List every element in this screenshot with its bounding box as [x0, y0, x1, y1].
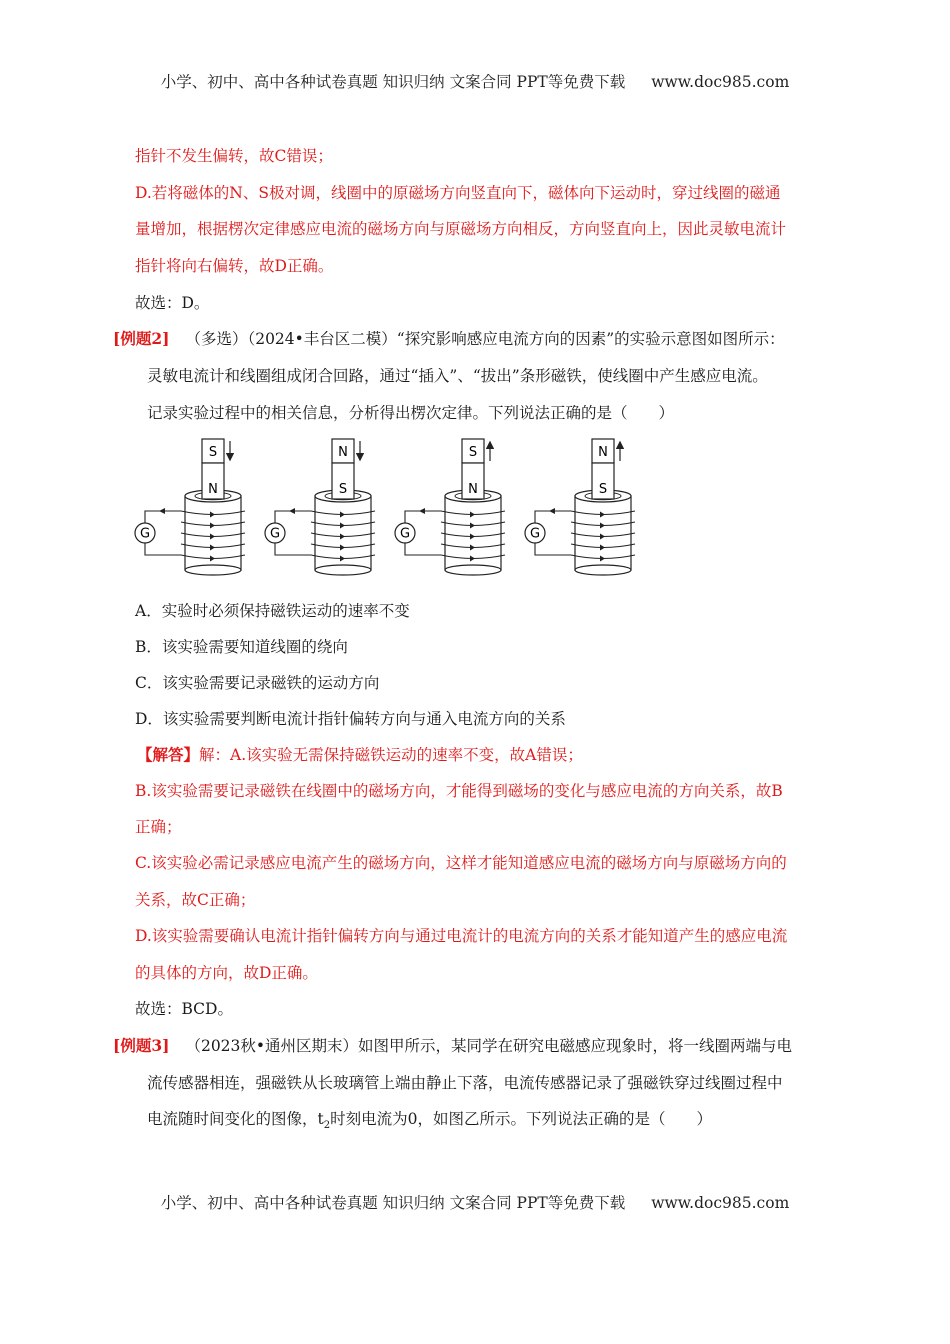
lead-arrow — [289, 508, 295, 514]
header-text: 小学、初中、高中各种试卷真题 知识归纳 文案合同 PPT等免费下载 — [160, 73, 626, 91]
magnet-bottom-label: S — [338, 482, 348, 497]
coil-bottom — [445, 565, 501, 575]
footer-site-link[interactable]: www.doc985.com — [651, 1194, 790, 1212]
page-header — [0, 70, 950, 92]
lead-wire-bottom — [535, 543, 571, 555]
setup-3 — [395, 439, 505, 575]
solution-line-b1: B.该实验需要记录磁铁在线圈中的磁场方向，才能得到磁场的变化与感应电流的方向关系，故B — [135, 782, 783, 800]
coil-magnet-diagram — [128, 433, 668, 581]
prev-line-4: 指针将向右偏转，故D正确。 — [135, 257, 334, 275]
solution-a-text: A.该实验无需保持磁铁运动的速率不变，故A错误； — [230, 746, 583, 764]
ex2-question-line-2: 灵敏电流计和线圈组成闭合回路，通过“插入”、“拔出”条形磁铁，使线圈中产生感应电流。 — [147, 367, 768, 385]
ex2-figure — [128, 433, 668, 581]
magnet-top-label: N — [338, 445, 348, 460]
solution-line-a — [137, 744, 583, 766]
solution-line-c1: C.该实验必需记录感应电流产生的磁场方向，这样才能知道感应电流的磁场方向与原磁场方向的 — [135, 854, 787, 872]
ex3-question-line-2: 流传感器相连，强磁铁从长玻璃管上端由静止下落，电流传感器记录了强磁铁穿过线圈过程中 — [147, 1074, 783, 1092]
lead-arrow — [549, 508, 555, 514]
lead-wire-bottom — [405, 543, 441, 555]
solution-line-c2: 关系，故C正确； — [135, 891, 256, 909]
prev-answer: 故选：D。 — [135, 294, 210, 312]
header-site-link[interactable]: www.doc985.com — [651, 73, 790, 91]
page-footer — [0, 1191, 950, 1213]
ex3-tag: [例题3] — [113, 1036, 170, 1055]
coil-bottom — [185, 565, 241, 575]
galvanometer-label: G — [269, 526, 281, 542]
ex2-question-line-3: 记录实验过程中的相关信息，分析得出楞次定律。下列说法正确的是（ ） — [147, 404, 675, 422]
ex3-question-line-3 — [147, 1108, 712, 1137]
lead-arrow — [159, 508, 165, 514]
magnet-bottom-label: S — [598, 482, 608, 497]
lead-arrow — [419, 508, 425, 514]
setup-4 — [525, 439, 635, 575]
setup-1 — [135, 439, 245, 575]
ex3-line-3-post: 时刻电流为0，如图乙所示。下列说法正确的是（ ） — [330, 1110, 712, 1128]
solution-answer: 故选：BCD。 — [135, 1000, 233, 1018]
magnet-top-label: S — [208, 445, 218, 460]
solution-line-d2: 的具体的方向，故D正确。 — [135, 964, 318, 982]
magnet-bottom-label: N — [468, 482, 478, 497]
ex2-question-line-1 — [113, 328, 785, 350]
solution-line-d1: D.该实验需要确认电流计指针偏转方向与通过电流计的电流方向的关系才能知道产生的感应电流 — [135, 927, 788, 945]
lead-wire-bottom — [145, 543, 181, 555]
ex2-tag: [例题2] — [113, 329, 170, 348]
lead-wire-bottom — [275, 543, 311, 555]
ex3-line-1-text: （2023秋•通州区期末）如图甲所示，某同学在研究电磁感应现象时，将一线圈两端与电 — [185, 1037, 793, 1055]
magnet-top-label: N — [598, 445, 608, 460]
ex3-question-line-1 — [113, 1035, 792, 1057]
prev-line-1: 指针不发生偏转，故C错误； — [135, 147, 333, 165]
ex3-line-3-sub: 2 — [323, 1120, 331, 1132]
coil-bottom — [575, 565, 631, 575]
galvanometer-label: G — [529, 526, 541, 542]
option-a: A．实验时必须保持磁铁运动的速率不变 — [135, 602, 410, 620]
ex3-line-3-pre: 电流随时间变化的图像，t — [147, 1110, 324, 1128]
solution-intro: 解： — [199, 746, 231, 764]
solution-tag: 【解答】 — [137, 745, 200, 764]
setup-2 — [265, 439, 375, 575]
ex2-line-1-text: （多选）（2024•丰台区二模）“探究影响感应电流方向的因素”的实验示意图如图所示： — [185, 330, 785, 348]
prev-line-2: D.若将磁体的N、S极对调，线圈中的原磁场方向竖直向下，磁体向下运动时，穿过线圈的磁通 — [135, 184, 781, 202]
option-b: B．该实验需要知道线圈的绕向 — [135, 638, 348, 656]
coil-bottom — [315, 565, 371, 575]
option-c: C．该实验需要记录磁铁的运动方向 — [135, 674, 380, 692]
magnet-top-label: S — [468, 445, 478, 460]
solution-line-b2: 正确； — [135, 818, 182, 836]
footer-text: 小学、初中、高中各种试卷真题 知识归纳 文案合同 PPT等免费下载 — [160, 1194, 626, 1212]
galvanometer-label: G — [399, 526, 411, 542]
magnet-bottom-label: N — [208, 482, 218, 497]
prev-line-3: 量增加，根据楞次定律感应电流的磁场方向与原磁场方向相反，方向竖直向上，因此灵敏电流计 — [135, 220, 787, 238]
galvanometer-label: G — [139, 526, 151, 542]
option-d: D．该实验需要判断电流计指针偏转方向与通入电流方向的关系 — [135, 710, 566, 728]
